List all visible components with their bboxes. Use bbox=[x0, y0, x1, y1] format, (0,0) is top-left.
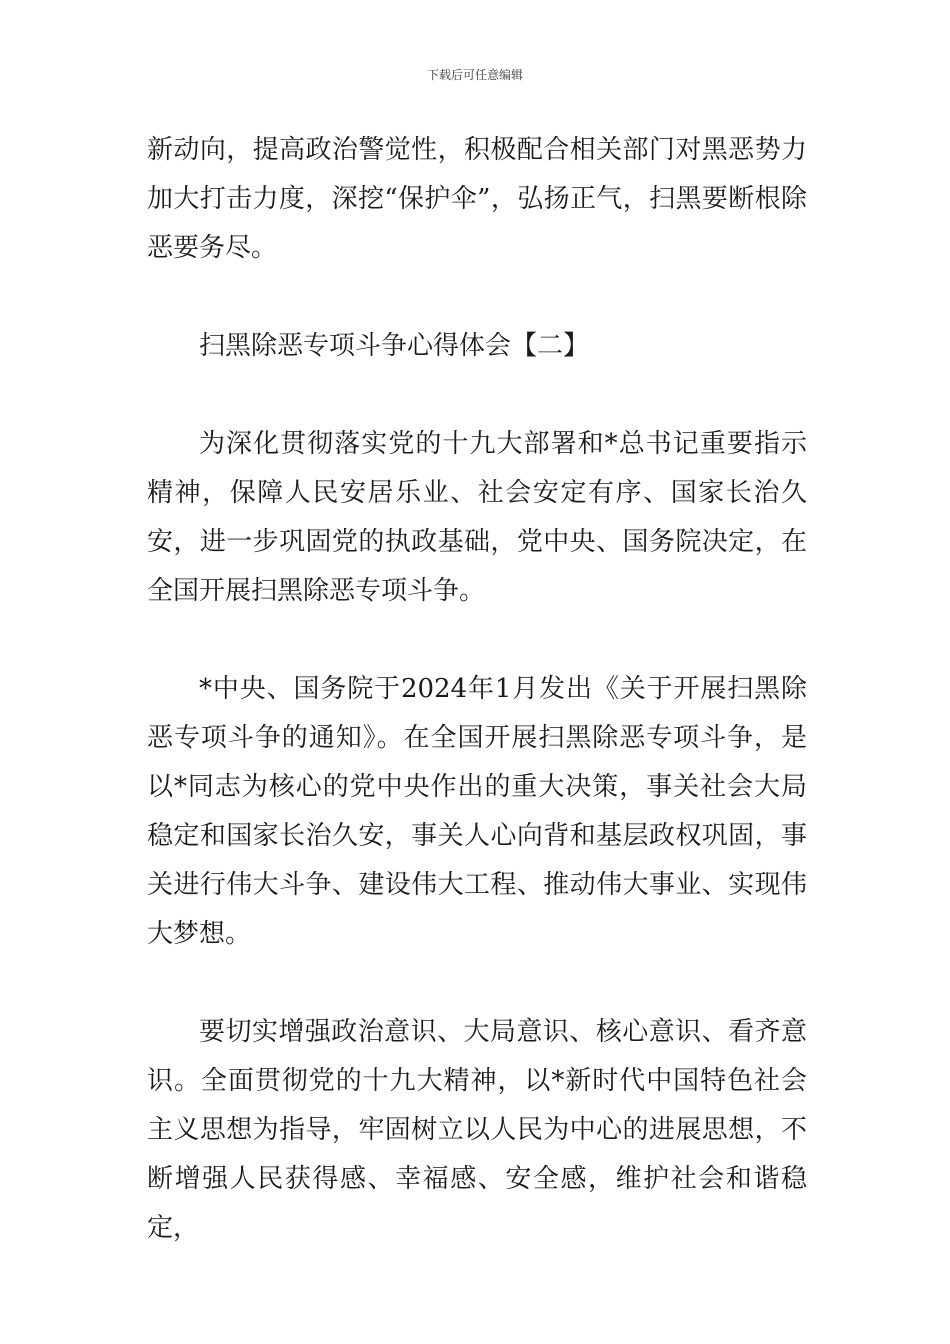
paragraph-continuation: 新动向，提高政治警觉性，积极配合相关部门对黑恶势力加大打击力度，深挖“保护伞”，弘扬正气，扫黑要断根除恶要务尽。 bbox=[147, 135, 807, 263]
document-body bbox=[147, 126, 807, 1253]
paragraph-intro: 为深化贯彻落实党的十九大部署和*总书记重要指示精神，保障人民安居乐业、社会安定有序、国家长治久安，进一步巩固党的执政基础，党中央、国务院决定，在全国开展扫黑除恶专项斗争。 bbox=[147, 429, 807, 606]
paragraph-awareness: 要切实增强政治意识、大局意识、核心意识、看齐意识。全面贯彻党的十九大精神，以*新时代中国特色社会主义思想为指导，牢固树立以人民为中心的进展思想，不断增强人民获得感、幸福感、安全感，维护社会和谐稳定， bbox=[147, 1017, 807, 1243]
page-header: 下载后可任意编辑 bbox=[426, 68, 523, 82]
paragraph-notice: *中央、国务院于2024年1月发出《关于开展扫黑除恶专项斗争的通知》。在全国开展扫黑除恶专项斗争，是以*同志为核心的党中央作出的重大决策，事关社会大局稳定和国家长治久安，事关人心向背和基层政权巩固，事关进行伟大斗争、建设伟大工程、推动伟大事业、实现伟大梦想。 bbox=[147, 674, 807, 949]
section-title: 扫黑除恶专项斗争心得体会【二】 bbox=[199, 331, 590, 361]
